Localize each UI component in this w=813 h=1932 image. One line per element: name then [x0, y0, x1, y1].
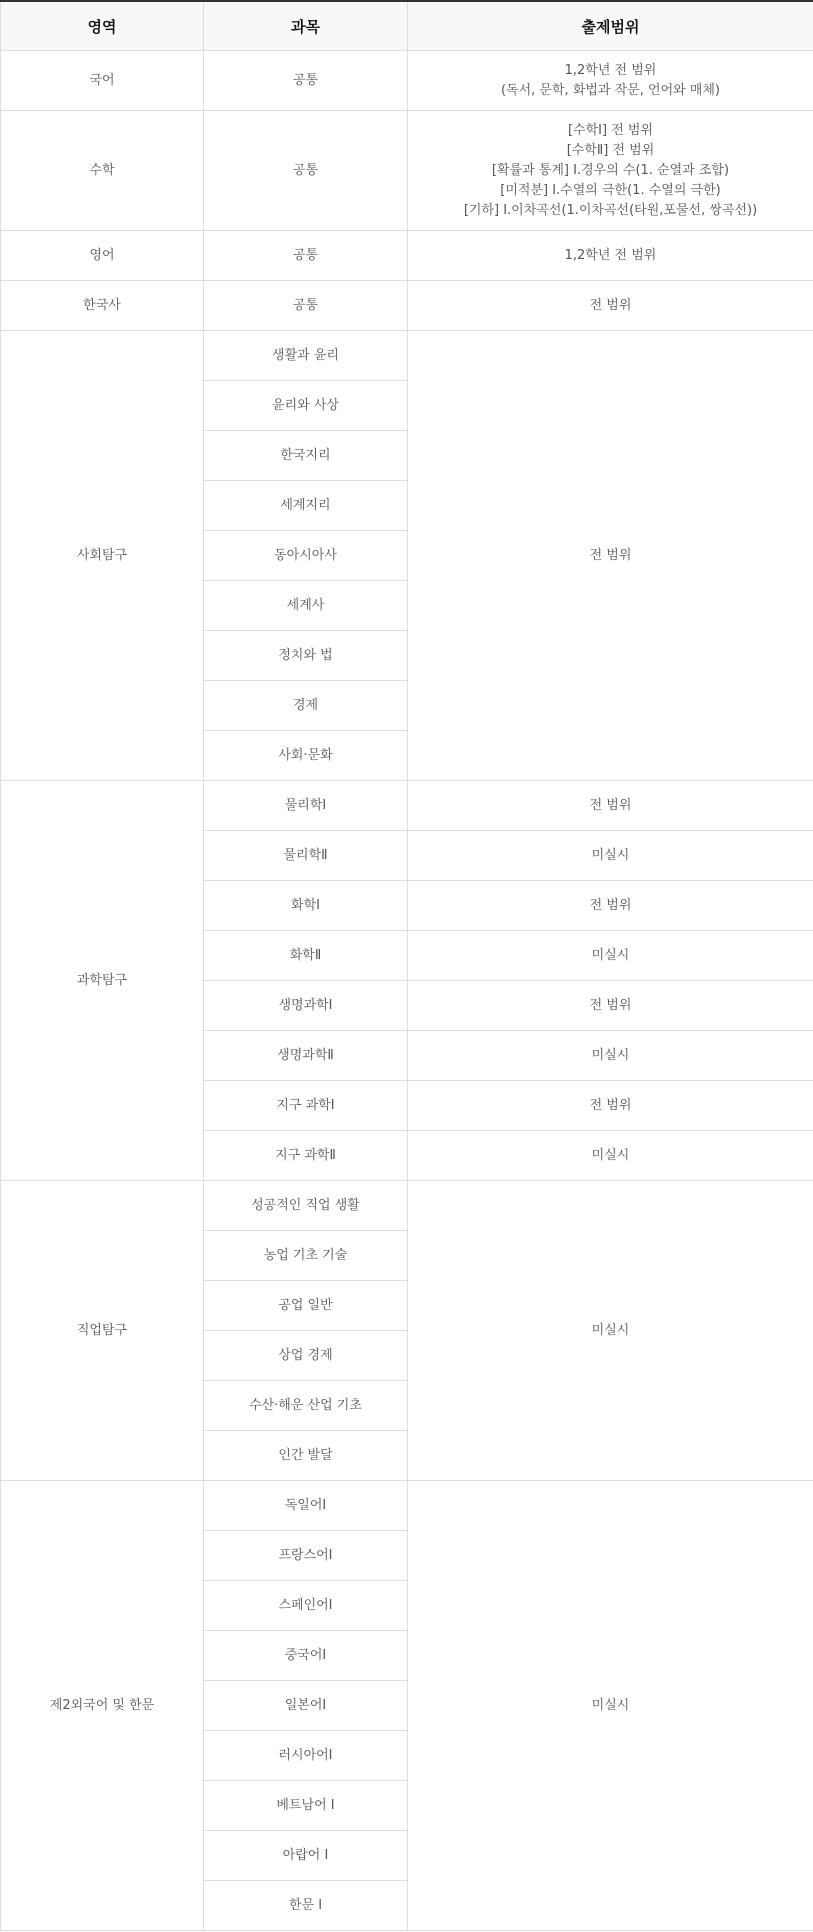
subject-cell: 화학Ⅰ — [204, 881, 408, 931]
scope-line: [미적분] Ⅰ.수열의 극한(1. 수열의 극한) — [500, 182, 721, 198]
subject-cell: 공통 — [204, 111, 408, 231]
scope-cell: 미실시 — [408, 831, 813, 881]
area-cell: 영어 — [1, 231, 204, 281]
header-subject: 과목 — [204, 1, 408, 51]
scope-cell: 전 범위 — [408, 981, 813, 1031]
table-row — [1, 1481, 813, 1531]
subject-cell: 러시아어Ⅰ — [204, 1731, 408, 1781]
subject-cell: 공통 — [204, 281, 408, 331]
subject-cell: 정치와 법 — [204, 631, 408, 681]
table-row — [1, 331, 813, 381]
subject-cell: 세계사 — [204, 581, 408, 631]
subject-cell: 인간 발달 — [204, 1431, 408, 1481]
table-row — [1, 281, 813, 331]
area-cell: 사회탐구 — [1, 331, 204, 781]
header-area: 영역 — [1, 1, 204, 51]
scope-cell: 1,2학년 전 범위 — [408, 231, 813, 281]
scope-line: [수학Ⅰ] 전 범위 — [567, 122, 654, 138]
table-row — [1, 1181, 813, 1231]
subject-cell: 스페인어Ⅰ — [204, 1581, 408, 1631]
area-cell: 국어 — [1, 51, 204, 111]
table-row — [1, 231, 813, 281]
area-cell: 직업탐구 — [1, 1181, 204, 1481]
subject-cell: 수산·해운 산업 기초 — [204, 1381, 408, 1431]
subject-cell: 일본어Ⅰ — [204, 1681, 408, 1731]
subject-cell: 생명과학Ⅰ — [204, 981, 408, 1031]
subject-cell: 화학Ⅱ — [204, 931, 408, 981]
scope-cell: 전 범위 — [408, 781, 813, 831]
subject-cell: 공업 일반 — [204, 1281, 408, 1331]
subject-cell: 중국어Ⅰ — [204, 1631, 408, 1681]
header-row — [1, 1, 813, 51]
subject-cell: 공통 — [204, 51, 408, 111]
subject-cell: 상업 경제 — [204, 1331, 408, 1381]
scope-cell: 전 범위 — [408, 881, 813, 931]
scope-cell: 미실시 — [408, 931, 813, 981]
area-cell: 한국사 — [1, 281, 204, 331]
subject-cell: 세계지리 — [204, 481, 408, 531]
subject-cell: 윤리와 사상 — [204, 381, 408, 431]
subject-cell: 프랑스어Ⅰ — [204, 1531, 408, 1581]
scope-cell: 미실시 — [408, 1031, 813, 1081]
subject-cell: 물리학Ⅰ — [204, 781, 408, 831]
subject-cell: 독일어Ⅰ — [204, 1481, 408, 1531]
subject-cell: 성공적인 직업 생활 — [204, 1181, 408, 1231]
subject-cell: 지구 과학Ⅱ — [204, 1131, 408, 1181]
area-cell: 제2외국어 및 한문 — [1, 1481, 204, 1931]
scope-line: (독서, 문학, 화법과 작문, 언어와 매체) — [500, 82, 720, 98]
scope-cell: 전 범위 — [408, 281, 813, 331]
subject-cell: 공통 — [204, 231, 408, 281]
table-row — [1, 781, 813, 831]
subject-cell: 아랍어 Ⅰ — [204, 1831, 408, 1881]
subject-cell: 지구 과학Ⅰ — [204, 1081, 408, 1131]
table-row — [1, 51, 813, 111]
subject-cell: 농업 기초 기술 — [204, 1231, 408, 1281]
header-scope: 출제범위 — [408, 1, 813, 51]
scope-cell — [408, 111, 813, 231]
subject-cell: 사회·문화 — [204, 731, 408, 781]
scope-cell: 전 범위 — [408, 331, 813, 781]
subject-cell: 물리학Ⅱ — [204, 831, 408, 881]
subject-cell: 한국지리 — [204, 431, 408, 481]
scope-line: [기하] Ⅰ.이차곡선(1.이차곡선(타원,포물선, 쌍곡선)) — [463, 202, 758, 218]
scope-line: [수학Ⅱ] 전 범위 — [566, 142, 655, 158]
area-cell: 과학탐구 — [1, 781, 204, 1181]
scope-cell: 전 범위 — [408, 1081, 813, 1131]
scope-cell: 미실시 — [408, 1481, 813, 1931]
table-row — [1, 111, 813, 231]
scope-line: [확률과 통계] Ⅰ.경우의 수(1. 순열과 조합) — [491, 162, 730, 178]
scope-cell — [408, 51, 813, 111]
scope-cell: 미실시 — [408, 1131, 813, 1181]
area-cell: 수학 — [1, 111, 204, 231]
subject-cell: 한문 Ⅰ — [204, 1881, 408, 1931]
scope-line: 1,2학년 전 범위 — [564, 62, 657, 78]
subject-cell: 동아시아사 — [204, 531, 408, 581]
subject-cell: 경제 — [204, 681, 408, 731]
subject-cell: 베트남어 Ⅰ — [204, 1781, 408, 1831]
subject-cell: 생명과학Ⅱ — [204, 1031, 408, 1081]
scope-cell: 미실시 — [408, 1181, 813, 1481]
subject-cell: 생활과 윤리 — [204, 331, 408, 381]
